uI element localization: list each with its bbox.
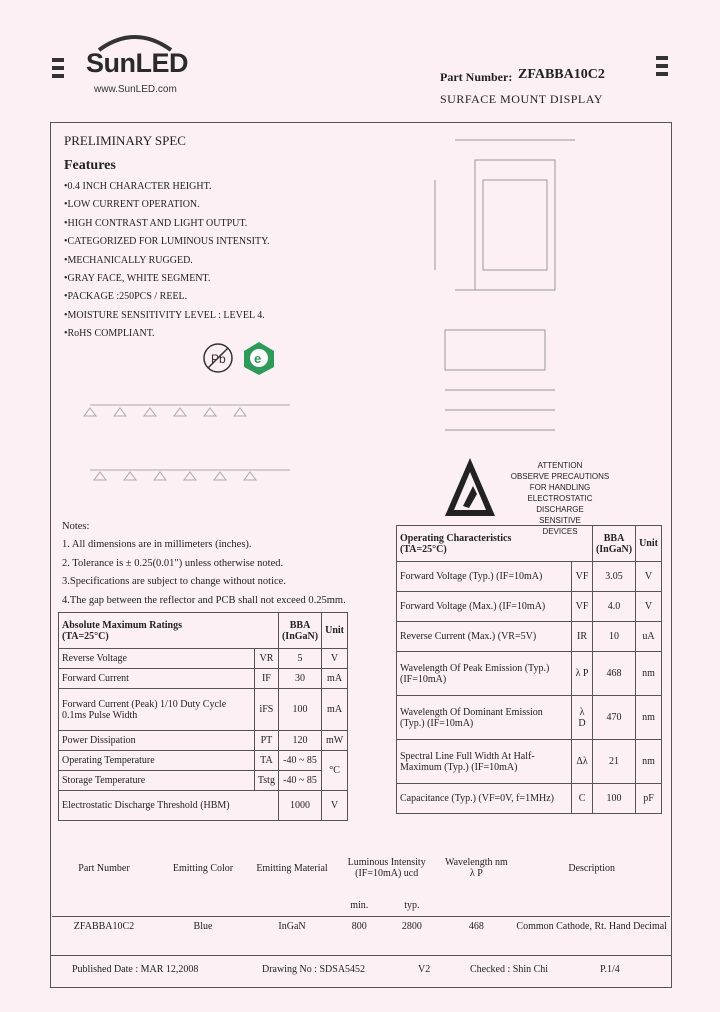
svg-text:Pb: Pb	[211, 352, 226, 366]
feature-item: • MECHANICALLY RUGGED.	[64, 252, 270, 270]
footer-divider	[50, 955, 671, 956]
lead-free-icon	[202, 342, 234, 374]
checked-by: Checked : Shin Chi	[470, 964, 549, 975]
corner-mark-right	[656, 56, 668, 80]
rohs-icon	[241, 340, 277, 376]
package-dimension-drawing	[415, 130, 665, 460]
feature-item: • HIGH CONTRAST AND LIGHT OUTPUT.	[64, 215, 270, 233]
esd-warning-icon	[443, 456, 497, 520]
operating-characteristics-table: Operating Characteristics (TA=25°C) BBA (InGaN) Unit Forward Voltage (Typ.) (IF=10mA) VF 3.05 V Forward Voltage (Max.) (IF=10mA) VF 4.0 V Reverse Current (Max.) (VR=5V) IR 10 uA Wavelength Of Peak Emission (Typ.) (IF=10mA) λ P 468 nm Wavelength Of Dominant Emission (Typ.) (IF=10mA) λ D 470 nm Spectral Line Full Width At Half-Maximum (Typ.) (IF=10mA) Δλ 21 nm Capacitance (Typ.) (VF=0V, f=1MHz) C 100 pF	[396, 525, 662, 814]
website-link[interactable]: www.SunLED.com	[94, 84, 177, 95]
feature-item: • LOW CURRENT OPERATION.	[64, 196, 270, 214]
feature-item: • MOISTURE SENSITIVITY LEVEL : LEVEL 4.	[64, 307, 270, 325]
table-row: ZFABBA10C2	[52, 916, 156, 936]
version: V2	[418, 964, 431, 975]
features-title: Features	[64, 158, 116, 173]
drawing-number: Drawing No : SDSA5452	[262, 964, 366, 975]
spec-status: PRELIMINARY SPEC	[64, 133, 186, 148]
part-selection-table: Part Number Emitting Color Emitting Material Luminous Intensity (IF=10mA) ucd Wavelength nm λ P Description min. typ. ZFABBA10C2 Blue InGaN 800 2800 468 Common Cathode, Rt. Hand Decimal	[52, 840, 670, 936]
document-subtitle: SURFACE MOUNT DISPLAY	[440, 92, 603, 106]
features-list	[64, 178, 270, 344]
svg-text:e: e	[254, 351, 262, 366]
brand-logo: SunLED	[86, 48, 188, 78]
note-item: 4.The gap between the reflector and PCB shall not exceed 0.25mm.	[62, 594, 346, 606]
published-date: Published Date : MAR 12,2008	[72, 964, 199, 975]
part-number-label: Part Number:	[440, 70, 513, 84]
feature-item: • GRAY FACE, WHITE SEGMENT.	[64, 270, 270, 288]
part-number-value: ZFABBA10C2	[518, 67, 605, 82]
page-number: P.1/4	[600, 964, 620, 975]
note-item: 3.Specifications are subject to change without notice.	[62, 576, 286, 588]
notes-section	[62, 518, 346, 610]
note-item: 1. All dimensions are in millimeters (inches).	[62, 539, 252, 551]
note-item: 2. Tolerance is ± 0.25(0.01") unless otherwise noted.	[62, 557, 284, 569]
feature-item: • 0.4 INCH CHARACTER HEIGHT.	[64, 178, 270, 196]
feature-item: • RoHS COMPLIANT.	[64, 325, 270, 343]
corner-mark-left	[52, 58, 64, 82]
absolute-max-ratings-table: Absolute Maximum Ratings (TA=25°C) BBA (InGaN) Unit Reverse Voltage VR 5 V Forward Current IF 30 mA Forward Current (Peak) 1/10 Duty Cycle 0.1ms Pulse Width iFS 100 mA Power Dissipation PT 120 mW Operating Temperature TA -40 ~ 85 °C Storage Temperature Tstg -40 ~ 85 Electrostatic Discharge Threshold (HBM) 1000 V	[58, 612, 348, 821]
feature-item: • PACKAGE :250PCS / REEL.	[64, 288, 270, 306]
notes-title: Notes:	[62, 521, 90, 532]
feature-item: • CATEGORIZED FOR LUMINOUS INTENSITY.	[64, 233, 270, 251]
circuit-diagram	[80, 380, 300, 500]
esd-caution-text: ATTENTION OBSERVE PRECAUTIONS FOR HANDLING ELECTROSTATIC DISCHARGE SENSITIVE DEVICES	[510, 461, 610, 536]
